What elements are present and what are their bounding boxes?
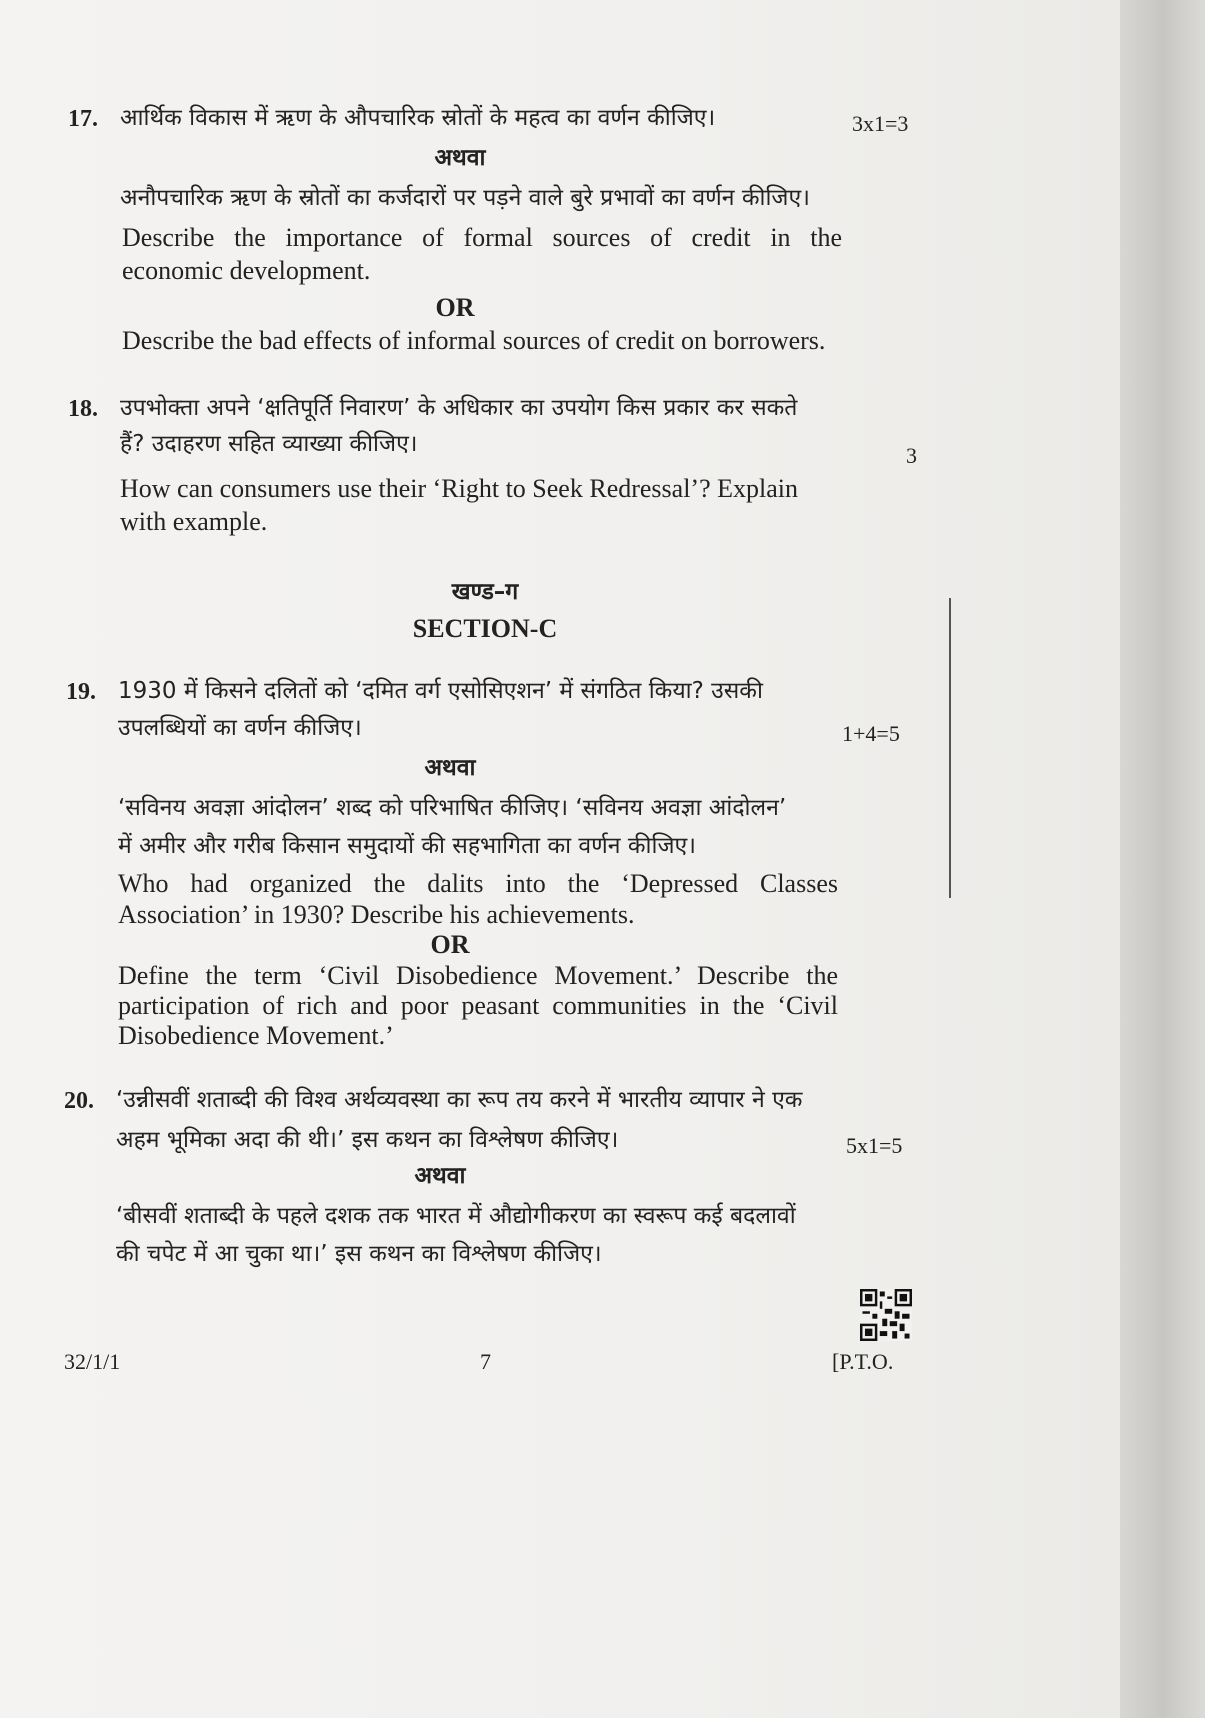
q17-english-line2: economic development. <box>122 256 371 285</box>
paper-code: 32/1/1 <box>64 1349 121 1374</box>
q17-hindi-alt: अनौपचारिक ऋण के स्रोतों का कर्जदारों पर पड़ने वाले बुरे प्रभावों का वर्णन कीजिए। <box>120 185 810 211</box>
section-hindi-heading: खण्ड–ग <box>451 579 519 605</box>
margin-line <box>949 598 951 898</box>
q20-marks: 5x1=5 <box>846 1133 903 1158</box>
q19-english-alt-line2: participation of rich and poor peasant communities in the ‘Civil <box>118 991 838 1020</box>
q19-hindi-line2: उपलब्धियों का वर्णन कीजिए। <box>118 715 362 741</box>
q18-marks: 3 <box>906 443 917 468</box>
page-number: 7 <box>480 1349 491 1374</box>
section-english-heading: SECTION-C <box>412 614 558 643</box>
q19-hindi-alt-line1: ‘सविनय अवज्ञा आंदोलन’ शब्द को परिभाषित कीजिए। ‘सविनय अवज्ञा आंदोलन’ <box>118 795 787 821</box>
q17-marks: 3x1=3 <box>852 111 909 136</box>
q17-english-line1: Describe the importance of formal sources of credit in the <box>122 223 842 252</box>
q19-athwa: अथवा <box>424 755 476 781</box>
q19-english-line2: Association’ in 1930? Describe his achievements. <box>118 900 635 929</box>
q18-hindi-line2: हैं? उदाहरण सहित व्याख्या कीजिए। <box>120 431 418 457</box>
q18-hindi-line1: उपभोक्ता अपने ‘क्षतिपूर्ति निवारण’ के अधिकार का उपयोग किस प्रकार कर सकते <box>120 395 798 421</box>
q19-number: 19. <box>66 679 96 705</box>
q18-english-line1: How can consumers use their ‘Right to Seek Redressal’? Explain <box>120 474 798 503</box>
q19-or: OR <box>430 930 470 959</box>
q19-marks: 1+4=5 <box>842 721 900 746</box>
q17-english-alt: Describe the bad effects of informal sources of credit on borrowers. <box>122 326 826 355</box>
page-edge <box>1120 0 1205 1718</box>
q19-english-alt-line3: Disobedience Movement.’ <box>118 1021 394 1050</box>
q20-hindi-line1: ‘उन्नीसवीं शताब्दी की विश्व अर्थव्यवस्था का रूप तय करने में भारतीय व्यापार ने एक <box>116 1087 803 1113</box>
q19-hindi-alt-line2: में अमीर और गरीब किसान समुदायों की सहभागिता का वर्णन कीजिए। <box>118 833 696 859</box>
q19-english-line1: Who had organized the dalits into the ‘Depressed Classes <box>118 869 838 898</box>
q17-athwa: अथवा <box>434 145 486 171</box>
q20-hindi-alt-line1: ‘बीसवीं शताब्दी के पहले दशक तक भारत में औद्योगीकरण का स्वरूप कई बदलावों <box>116 1203 796 1229</box>
q18-english-line2: with example. <box>120 507 268 536</box>
q17-or: OR <box>435 293 475 322</box>
q19-hindi-line1: 1930 में किसने दलितों को ‘दमित वर्ग एसोसिएशन’ में संगठित किया? उसकी <box>118 678 763 704</box>
q20-hindi-line2: अहम भूमिका अदा की थी।’ इस कथन का विश्लेषण कीजिए। <box>116 1127 619 1153</box>
q18-number: 18. <box>68 396 98 422</box>
q19-english-alt-line1: Define the term ‘Civil Disobedience Movement.’ Describe the <box>118 961 838 990</box>
q20-athwa: अथवा <box>414 1163 466 1189</box>
q20-number: 20. <box>64 1088 94 1114</box>
q17-hindi-question: आर्थिक विकास में ऋण के औपचारिक स्रोतों के महत्व का वर्णन कीजिए। <box>120 105 716 131</box>
q20-hindi-alt-line2: की चपेट में आ चुका था।’ इस कथन का विश्लेषण कीजिए। <box>116 1241 602 1267</box>
q17-number: 17. <box>68 106 98 132</box>
qr-code-icon <box>860 1289 912 1341</box>
pto-label: [P.T.O. <box>832 1349 894 1374</box>
